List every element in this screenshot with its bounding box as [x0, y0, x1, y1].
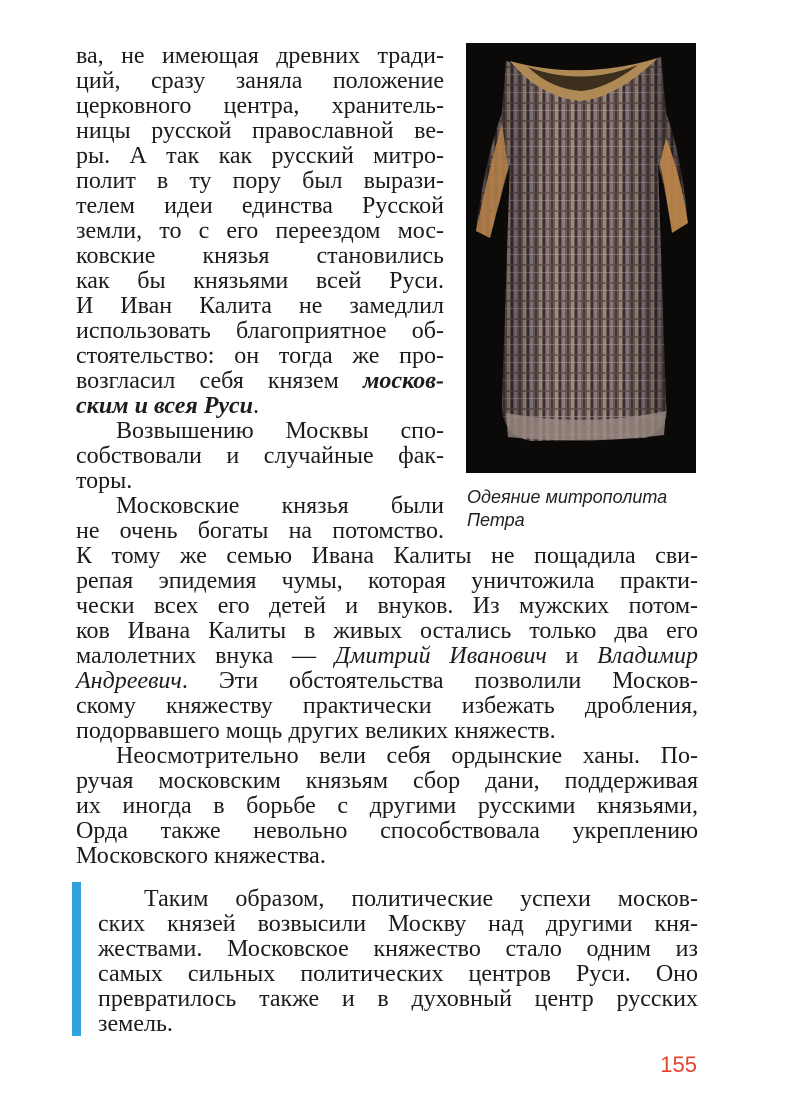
text-line: использовать благоприятное об-: [76, 318, 444, 344]
photo-caption: Одеяние митрополита: [467, 487, 668, 507]
text-line: [76, 668, 698, 694]
text-line: ручая московским князьям сбор дани, поддерживая: [76, 768, 698, 794]
text-line: ков Ивана Калиты в живых остались только два его: [76, 618, 698, 644]
text-line: телем идеи единства Русской: [76, 193, 444, 219]
person-name: Дмитрий Иванович: [334, 643, 547, 669]
text-fragment: . Эти обстоятельства позволили Москов-: [181, 668, 698, 694]
text-line: К тому же семью Ивана Калиты не пощадила сви-: [76, 543, 698, 569]
text-fragment: и: [546, 643, 598, 669]
emphasized-title: ским и всея Руси: [76, 393, 254, 419]
text-line: И Иван Калита не замедлил: [76, 293, 444, 319]
text-fragment: .: [253, 393, 260, 419]
person-name: Андреевич: [76, 668, 182, 694]
text-line: чески всех его детей и внуков. Из мужских потом-: [76, 593, 698, 619]
text-line: скому княжеству практически избежать дробления,: [76, 693, 698, 719]
text-line: Московского княжества.: [76, 843, 326, 869]
conclusion-line: жествами. Московское княжество стало одним из: [98, 936, 698, 962]
text-line: ций, сразу заняла положение: [76, 68, 444, 94]
conclusion-accent-bar: [72, 882, 81, 1036]
photo-caption: Петра: [467, 510, 525, 530]
text-line: [76, 643, 698, 669]
page-number: 155: [660, 1052, 697, 1077]
conclusion-line: ских князей возвысили Москву над другими кня-: [98, 911, 698, 937]
text-fragment: возгласил себя князем: [76, 368, 363, 394]
text-line: [76, 393, 444, 419]
emphasized-title: москов-: [362, 368, 444, 394]
conclusion-line: самых сильных политических центров Руси. Оно: [98, 961, 698, 987]
text-line: не очень богаты на потомство.: [76, 518, 444, 544]
text-line: как бы князьями всей Руси.: [76, 268, 444, 294]
text-line: Московские князья были: [116, 493, 444, 519]
vestment-illustration: [466, 43, 696, 473]
conclusion-line: превратилось также и в духовный центр русских: [98, 986, 698, 1012]
text-line: подорвавшего мощь других великих княжеств.: [76, 718, 556, 744]
text-line: собствовали и случайные фак-: [76, 443, 444, 469]
text-line: Неосмотрительно вели себя ордынские ханы. По-: [116, 743, 698, 769]
text-line: ры. А так как русский митро-: [76, 143, 444, 169]
text-line: Орда также невольно способствовала укреплению: [76, 818, 698, 844]
text-line: репая эпидемия чумы, которая уничтожила практи-: [76, 568, 698, 594]
text-line: Возвышению Москвы спо-: [116, 418, 444, 444]
text-line: их иногда в борьбе с другими русскими князьями,: [76, 793, 698, 819]
text-line: полит в ту пору был вырази-: [76, 168, 444, 194]
text-line: ковские князья становились: [76, 243, 444, 269]
text-line: ва, не имеющая древних тради-: [76, 43, 444, 69]
conclusion-line: земель.: [98, 1011, 173, 1037]
text-line: церковного центра, хранитель-: [76, 93, 444, 119]
person-name: Владимир: [597, 643, 698, 669]
text-fragment: малолетних внука —: [76, 643, 335, 669]
text-line: [76, 368, 444, 394]
conclusion-line: Таким образом, политические успехи москов-: [144, 886, 698, 912]
text-line: торы.: [76, 468, 133, 494]
vestment-photo: [466, 43, 696, 473]
text-line: земли, то с его переездом мос-: [76, 218, 444, 244]
text-line: ницы русской православной ве-: [76, 118, 444, 144]
text-line: стоятельство: он тогда же про-: [76, 343, 444, 369]
